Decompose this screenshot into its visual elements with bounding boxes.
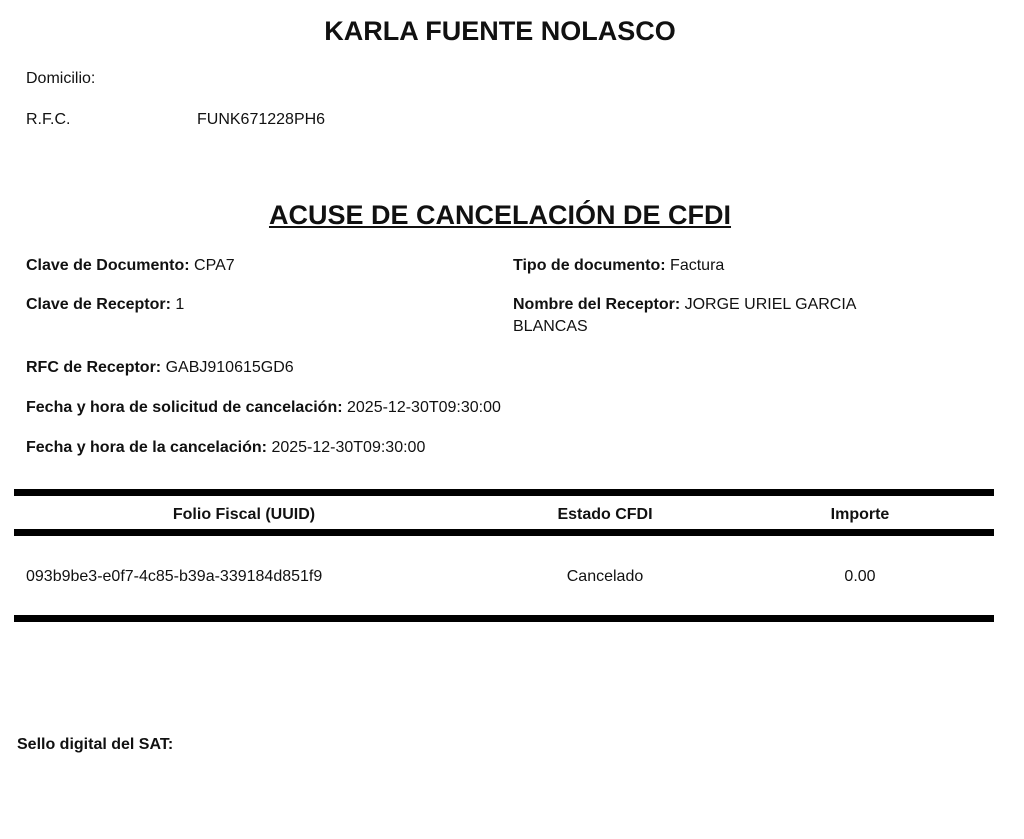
field-clave-documento: [26, 257, 235, 275]
cell-uuid: 093b9be3-e0f7-4c85-b39a-339184d851f9: [26, 568, 323, 585]
table-bottom-rule: [14, 615, 994, 622]
rfc-label: R.F.C.: [26, 111, 71, 128]
field-value: CPA7: [194, 257, 235, 274]
field-tipo-documento: [513, 257, 724, 275]
field-label: Clave de Receptor:: [26, 296, 171, 313]
table-header-rule: [14, 529, 994, 536]
field-label: RFC de Receptor:: [26, 359, 162, 376]
column-header-importe: Importe: [830, 506, 890, 523]
table-top-rule: [14, 489, 994, 496]
document-title: ACUSE DE CANCELACIÓN DE CFDI: [268, 200, 732, 230]
field-rfc-receptor: [26, 359, 294, 377]
cell-estado: Cancelado: [566, 568, 644, 585]
field-label: Fecha y hora de solicitud de cancelación:: [26, 399, 343, 416]
field-value: 1: [175, 296, 185, 313]
domicilio-label: Domicilio:: [26, 70, 96, 87]
field-label: Fecha y hora de la cancelación:: [26, 439, 267, 456]
field-fecha-solicitud: [26, 399, 501, 417]
field-fecha-cancelacion: [26, 439, 425, 457]
column-header-uuid: Folio Fiscal (UUID): [172, 506, 316, 523]
field-label: Clave de Documento:: [26, 257, 190, 274]
field-clave-receptor: [26, 296, 184, 314]
field-value: Factura: [670, 257, 725, 274]
column-header-estado: Estado CFDI: [557, 506, 653, 523]
cell-importe: 0.00: [844, 568, 876, 585]
field-value: JORGE URIEL GARCIA: [684, 296, 857, 313]
field-value: 2025-12-30T09:30:00: [271, 439, 426, 456]
rfc-value: FUNK671228PH6: [197, 111, 326, 128]
field-nombre-receptor: [513, 296, 856, 314]
field-value: GABJ910615GD6: [165, 359, 294, 376]
field-nombre-receptor-line2: BLANCAS: [513, 318, 588, 335]
field-value: 2025-12-30T09:30:00: [347, 399, 501, 416]
sello-digital-label: Sello digital del SAT:: [17, 736, 174, 753]
field-label: Nombre del Receptor:: [513, 296, 681, 313]
field-label: Tipo de documento:: [513, 257, 666, 274]
issuer-name: KARLA FUENTE NOLASCO: [324, 16, 676, 46]
